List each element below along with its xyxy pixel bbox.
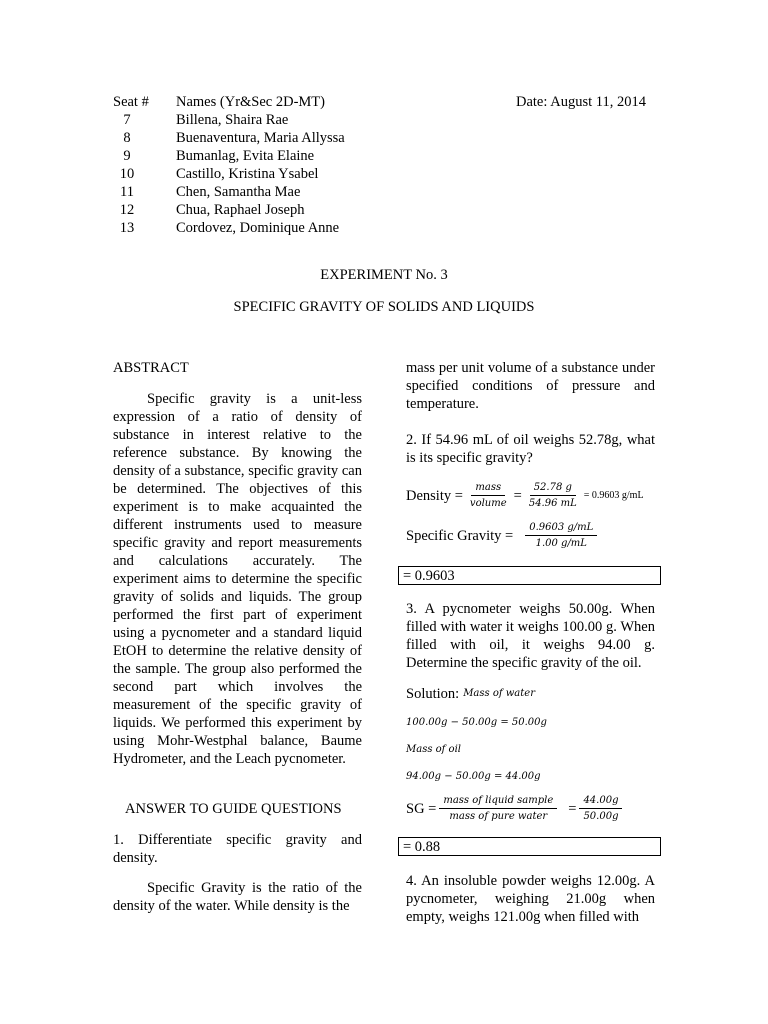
fraction-numerator: mass of liquid sample	[439, 794, 557, 809]
answer-2-box: = 0.9603	[398, 566, 661, 585]
fraction-numerator: 52.78 g	[530, 481, 576, 496]
fraction	[466, 481, 511, 510]
seat-column	[113, 93, 163, 237]
abstract-heading: ABSTRACT	[113, 360, 189, 376]
seat-label: Seat #	[113, 94, 149, 110]
fraction-denominator: volume	[469, 498, 507, 509]
abstract-text: Specific gravity is a unit-less expression of a ratio of density of substance in interest relative to the reference substance. By knowing the density of a substance, specific gravity can be determined. The objectives of this experiment is to make acquainted the different instruments used to measure specific gravity and report measurements and calculations accurately. The experiment aims to determine the specific gravity of solids and liquids. The group performed the first part of experiment using a pycnometer and a standard liquid EtOH to determine the relative density of the sample. The group also performed the second part which involves the measurement of the specific gravity of liquids. We performed this experiment by using Mohr-Westphal balance, Baume Hydrometer, and the Leach pycnometer.	[113, 391, 362, 767]
question-4: 4. An insoluble powder weighs 12.00g. A pycnometer, weighing 21.00g when empty, weighs 121.00g when filled with	[406, 873, 655, 925]
seat-number: 11	[120, 184, 134, 200]
density-result: = 0.9603 g/mL	[583, 489, 644, 501]
solution-label: Solution:	[406, 686, 460, 702]
experiment-title: SPECIFIC GRAVITY OF SOLIDS AND LIQUIDS	[233, 299, 535, 315]
seat-number: 13	[119, 220, 135, 236]
fraction	[525, 481, 581, 510]
mass-oil-calc: 94.00g − 50.00g = 44.00g	[406, 771, 541, 782]
names-column	[176, 93, 476, 237]
guide-heading: ANSWER TO GUIDE QUESTIONS	[125, 801, 342, 817]
fraction-numerator: mass	[471, 481, 505, 496]
mass-water-label: Mass of water	[463, 688, 535, 699]
question-1: 1. Differentiate specific gravity and density.	[113, 832, 362, 866]
fraction	[525, 521, 597, 550]
member-name: Cordovez, Dominique Anne	[176, 220, 340, 236]
mass-water-calc: 100.00g − 50.00g = 50.00g	[406, 717, 547, 728]
seat-number: 9	[123, 148, 131, 164]
answer-1-continued: mass per unit volume of a substance under specified conditions of pressure and temperature.	[406, 360, 655, 412]
fraction	[579, 794, 622, 823]
specific-gravity-equation	[406, 521, 600, 550]
answer-1: Specific Gravity is the ratio of the density of the water. While density is the	[113, 880, 362, 914]
sg2-label: SG =	[406, 800, 437, 817]
density-label: Density =	[406, 487, 463, 504]
member-name: Chua, Raphael Joseph	[176, 202, 305, 218]
names-label: Names (Yr&Sec 2D-MT)	[176, 94, 325, 110]
experiment-number: EXPERIMENT No. 3	[320, 267, 448, 283]
question-2: 2. If 54.96 mL of oil weighs 52.78g, what is its specific gravity?	[406, 432, 655, 466]
answer-3-box: = 0.88	[398, 837, 661, 856]
member-name: Buenaventura, Maria Allyssa	[176, 130, 345, 146]
member-name: Chen, Samantha Mae	[176, 184, 301, 200]
seat-number: 12	[119, 202, 135, 218]
sg-oil-equation: SG = $\frac{\text{mass of liquid sample}}{\text{mass of pure water}}$ = $\frac{44.00g}{50.00g}$	[406, 794, 625, 823]
fraction-denominator: 50.00g	[583, 811, 619, 822]
solution-line	[406, 685, 535, 703]
sg-label: Specific Gravity =	[406, 527, 514, 544]
member-name: Castillo, Kristina Ysabel	[176, 166, 319, 182]
member-name: Billena, Shaira Rae	[176, 112, 289, 128]
seat-number: 8	[123, 130, 131, 146]
question-3: 3. A pycnometer weighs 50.00g. When filled with water it weighs 100.00 g. When filled with oil, it weighs 94.00 g. Determine the specific gravity of the oil.	[406, 601, 655, 671]
seat-number: 7	[123, 112, 131, 128]
member-name: Bumanlag, Evita Elaine	[176, 148, 315, 164]
seat-number: 10	[119, 166, 135, 182]
mass-oil-label: Mass of oil	[406, 744, 461, 755]
fraction	[439, 794, 557, 823]
fraction-denominator: mass of pure water	[449, 811, 548, 822]
fraction-numerator: 0.9603 g/mL	[525, 521, 597, 536]
fraction-denominator: 1.00 g/mL	[535, 538, 587, 549]
report-date: Date: August 11, 2014	[516, 94, 646, 110]
fraction-numerator: 44.00g	[579, 794, 622, 809]
fraction-denominator: 54.96 mL	[528, 498, 577, 509]
density-equation: Density = $\frac{\text{mass}}{\text{volume}}$ = $\frac{52.78 g}{54.96 mL}$ = 0.9603 g/mL	[406, 482, 644, 509]
